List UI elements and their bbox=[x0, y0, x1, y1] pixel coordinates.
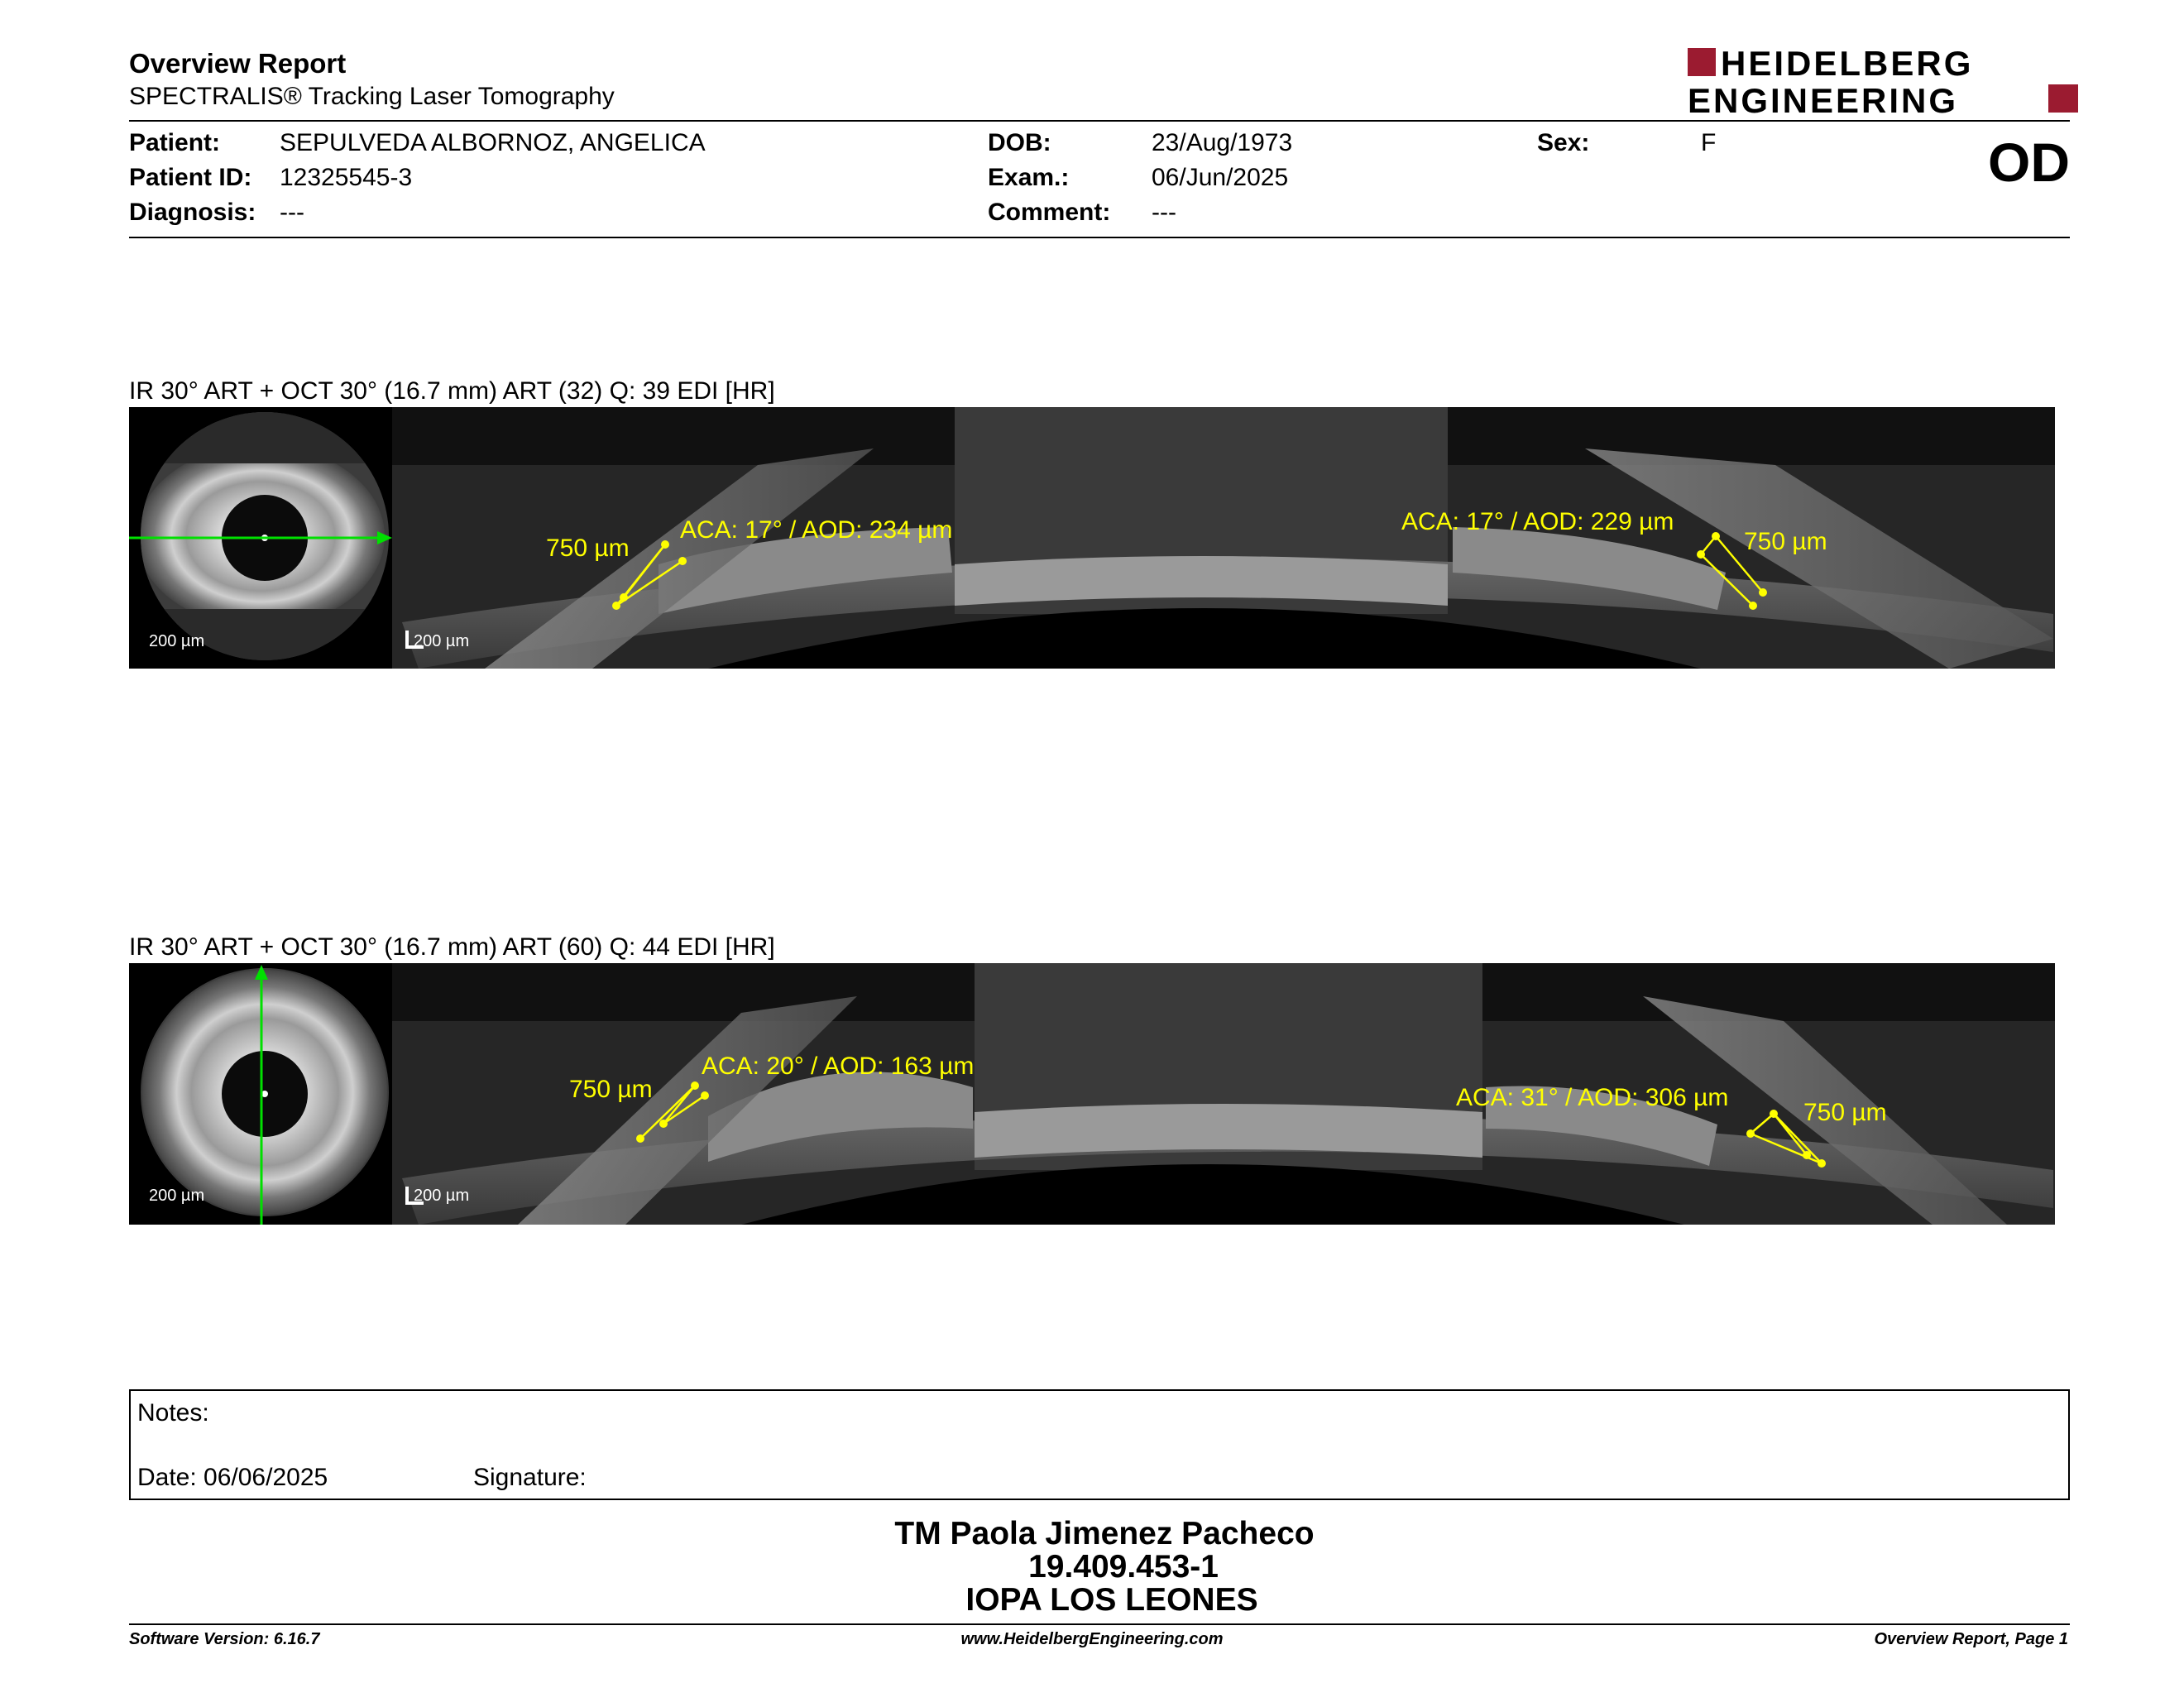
patient-id: 12325545-3 bbox=[280, 164, 413, 191]
scan-1-oct-scale: 200 µm bbox=[414, 632, 470, 650]
patient-id-label: Patient ID: bbox=[129, 164, 252, 191]
sex-value: F bbox=[1701, 129, 1717, 156]
scan-2-right-angle: ACA: 31° / AOD: 306 µm bbox=[1456, 1084, 1729, 1111]
report-subtitle: SPECTRALIS® Tracking Laser Tomography bbox=[129, 83, 615, 110]
notes-box[interactable] bbox=[129, 1389, 2070, 1500]
logo-line2: ENGINEERING bbox=[1688, 81, 1959, 116]
dob-label: DOB: bbox=[988, 129, 1051, 156]
scan-1-fundus-scale: 200 µm bbox=[149, 632, 205, 650]
heidelberg-logo bbox=[1688, 46, 2078, 116]
date-label: Date: 06/06/2025 bbox=[137, 1464, 328, 1491]
patient-name: SEPULVEDA ALBORNOZ, ANGELICA bbox=[280, 129, 706, 156]
exam-label: Exam.: bbox=[988, 164, 1070, 191]
scan-1-title: IR 30° ART + OCT 30° (16.7 mm) ART (32) Q: 39 EDI [HR] bbox=[129, 377, 775, 405]
scan-1-left-angle: ACA: 17° / AOD: 234 µm bbox=[680, 516, 953, 544]
patient-label: Patient: bbox=[129, 129, 221, 156]
dob-value: 23/Aug/1973 bbox=[1152, 129, 1293, 156]
footer-divider bbox=[129, 1623, 2070, 1625]
report-title: Overview Report bbox=[129, 48, 347, 79]
software-version: Software Version: 6.16.7 bbox=[129, 1630, 320, 1648]
signer-org: IOPA LOS LEONES bbox=[965, 1582, 1258, 1618]
scan-2-fundus-scale: 200 µm bbox=[149, 1187, 205, 1205]
oct-scan-2[interactable] bbox=[129, 963, 2055, 1225]
signature-label: Signature: bbox=[473, 1464, 587, 1491]
diagnosis-label: Diagnosis: bbox=[129, 199, 256, 226]
sex-label: Sex: bbox=[1537, 129, 1590, 156]
scan-2-oct-scale: 200 µm bbox=[414, 1187, 470, 1205]
diagnosis-value: --- bbox=[280, 199, 304, 226]
website-link[interactable]: www.HeidelbergEngineering.com bbox=[960, 1630, 1224, 1648]
comment-value: --- bbox=[1152, 199, 1176, 226]
patient-divider bbox=[129, 237, 2070, 238]
logo-line1: HEIDELBERG bbox=[1721, 46, 1974, 83]
scan-2-left-measure: 750 µm bbox=[569, 1076, 653, 1103]
page-number: Overview Report, Page 1 bbox=[1874, 1630, 2068, 1648]
signer-name: TM Paola Jimenez Pacheco bbox=[894, 1516, 1315, 1551]
eye-indicator: OD bbox=[1988, 132, 2070, 193]
header-divider bbox=[129, 120, 2070, 122]
scan-2-title: IR 30° ART + OCT 30° (16.7 mm) ART (60) Q: 44 EDI [HR] bbox=[129, 933, 775, 961]
scan-1-right-measure: 750 µm bbox=[1744, 528, 1827, 555]
signer-id: 19.409.453-1 bbox=[1028, 1549, 1219, 1585]
comment-label: Comment: bbox=[988, 199, 1111, 226]
exam-value: 06/Jun/2025 bbox=[1152, 164, 1289, 191]
oct-scan-1[interactable] bbox=[129, 407, 2055, 669]
scan-2-right-measure: 750 µm bbox=[1803, 1099, 1887, 1126]
angle-markers-2 bbox=[129, 963, 2055, 1225]
scan-1-right-angle: ACA: 17° / AOD: 229 µm bbox=[1401, 508, 1674, 535]
notes-label: Notes: bbox=[137, 1399, 209, 1427]
scan-2-left-angle: ACA: 20° / AOD: 163 µm bbox=[702, 1053, 975, 1080]
scan-1-left-measure: 750 µm bbox=[546, 535, 630, 562]
